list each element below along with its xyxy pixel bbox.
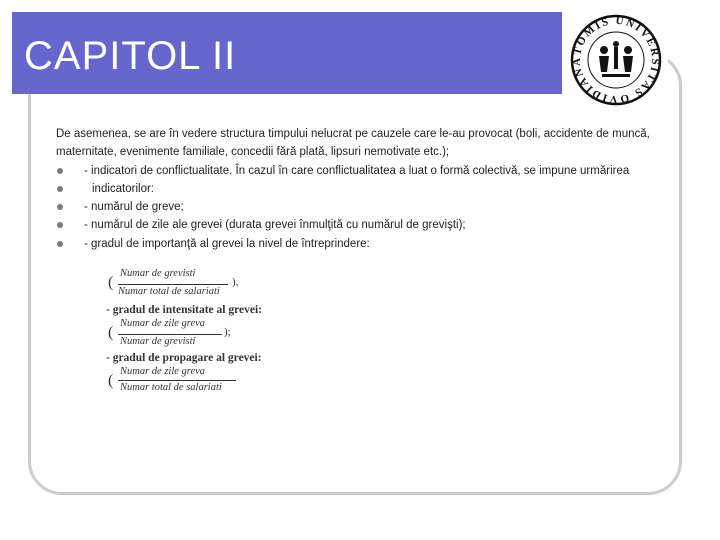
- formula-1-numerator: Numar de grevisti: [120, 268, 196, 279]
- bullet-icon: [57, 168, 63, 174]
- university-seal-icon: [562, 12, 668, 108]
- list-item: - numărul de zile ale grevei (durata grevei înmulţită cu numărul de grevişti);: [56, 216, 666, 234]
- formula-2-heading: - gradul de intensitate al grevei:: [106, 304, 262, 316]
- bullet-icon: [57, 241, 63, 247]
- list-item: - indicatori de conflictualitate. În cazul în care conflictualitatea a luat o formă colectivă, se impune urmărirea: [56, 162, 666, 180]
- formula-3-numerator: Numar de zile greva: [120, 366, 206, 377]
- bullet-icon: [57, 186, 63, 192]
- seal-text: TOMIS UNIVERSITAS OVIDIANA: [570, 14, 662, 106]
- formula-1-denominator: Numar total de salariati: [118, 286, 220, 297]
- formula-2-denominator: Numar de grevisti: [120, 336, 196, 347]
- bullet-icon: [57, 222, 63, 228]
- list-item: - numărul de greve;: [56, 198, 666, 216]
- slide-title: CAPITOL II: [24, 34, 237, 78]
- formula-3-denominator: Numar total de salariati: [120, 382, 222, 393]
- intro-paragraph: De asemenea, se are în vedere structura timpului nelucrat pe cauzele care le-au provocat (boli, accidente de muncă, maternitate, evenimente familiale, concedii fără plată, lipsuri nemotivate etc.);: [56, 128, 650, 159]
- formula-2-numerator: Numar de zile greva: [120, 318, 206, 329]
- bullet-icon: [57, 204, 63, 210]
- list-item: indicatorilor:: [56, 180, 666, 198]
- slide-body: [56, 125, 666, 253]
- list-item: - gradul de importanţă al grevei la nivel de întreprindere:: [56, 235, 666, 253]
- formula-3-heading: - gradul de propagare al grevei:: [106, 352, 262, 364]
- formula-image: ( Numar de grevisti Numar total de salariati ), - gradul de intensitate al grevei: ( Numar de zile greva Numar de grevisti ); - gradul de propagare al grevei: ( Numar de zile greva Numar total de salariati: [106, 268, 262, 393]
